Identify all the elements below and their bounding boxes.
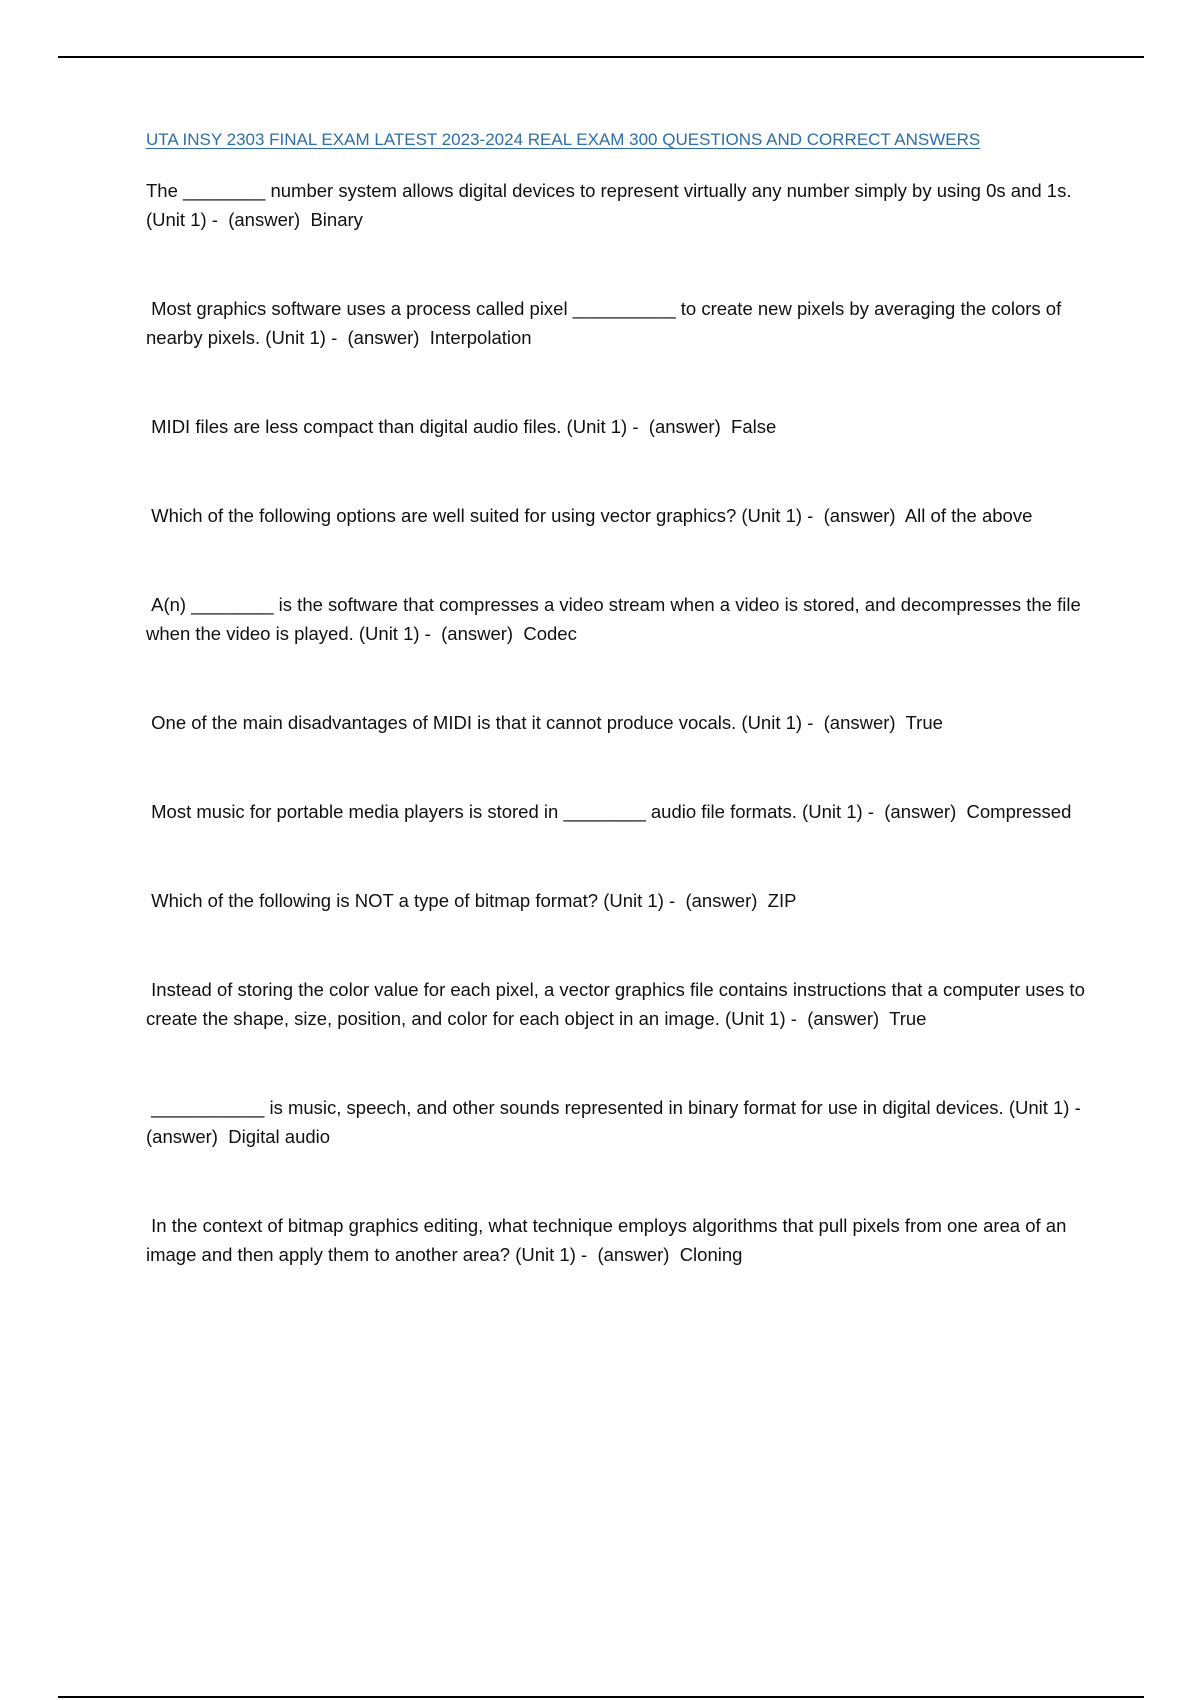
question-text: One of the main disadvantages of MIDI is that it cannot produce vocals. (Unit 1) - (answer) True	[146, 711, 943, 733]
question-item	[146, 412, 1096, 441]
question-item	[146, 708, 1096, 737]
footer-rule	[58, 1696, 1144, 1698]
question-item	[146, 1211, 1096, 1269]
question-text: Which of the following options are well suited for using vector graphics? (Unit 1) - (answer) All of the above	[146, 504, 1033, 526]
question-item	[146, 294, 1096, 352]
question-list	[146, 176, 1096, 1269]
document-title[interactable]: UTA INSY 2303 FINAL EXAM LATEST 2023-2024 REAL EXAM 300 QUESTIONS AND CORRECT ANSWERS	[146, 130, 981, 149]
question-item	[146, 501, 1096, 530]
question-item	[146, 975, 1096, 1033]
question-item	[146, 590, 1096, 648]
question-text: In the context of bitmap graphics editing, what technique employs algorithms that pull pixels from one area of an image and then apply them to another area? (Unit 1) - (answer) Cloning	[146, 1214, 1072, 1265]
question-text: Most music for portable media players is stored in ________ audio file formats. (Unit 1) - (answer) Compressed	[146, 800, 1072, 822]
question-item	[146, 176, 1096, 234]
question-text: A(n) ________ is the software that compresses a video stream when a video is stored, and decompresses the file when the video is played. (Unit 1) - (answer) Codec	[146, 593, 1086, 644]
question-text: The ________ number system allows digital devices to represent virtually any number simply by using 0s and 1s. (Unit 1) - (answer) Binary	[146, 179, 1077, 230]
question-item	[146, 886, 1096, 915]
question-text: Which of the following is NOT a type of bitmap format? (Unit 1) - (answer) ZIP	[146, 889, 797, 911]
question-text: Instead of storing the color value for each pixel, a vector graphics file contains instructions that a computer uses to create the shape, size, position, and color for each object in an image. (Unit 1) - (answer) True	[146, 978, 1090, 1029]
question-item	[146, 1093, 1096, 1151]
document-body	[146, 128, 1096, 1329]
question-text: Most graphics software uses a process called pixel __________ to create new pixels by averaging the colors of nearby pixels. (Unit 1) - (answer) Interpolation	[146, 297, 1067, 348]
header-rule	[58, 56, 1144, 58]
question-text: MIDI files are less compact than digital audio files. (Unit 1) - (answer) False	[146, 415, 777, 437]
question-item	[146, 797, 1096, 826]
question-text: ___________ is music, speech, and other sounds represented in binary format for use in digital devices. (Unit 1) - (answer) Digital audio	[146, 1096, 1092, 1147]
